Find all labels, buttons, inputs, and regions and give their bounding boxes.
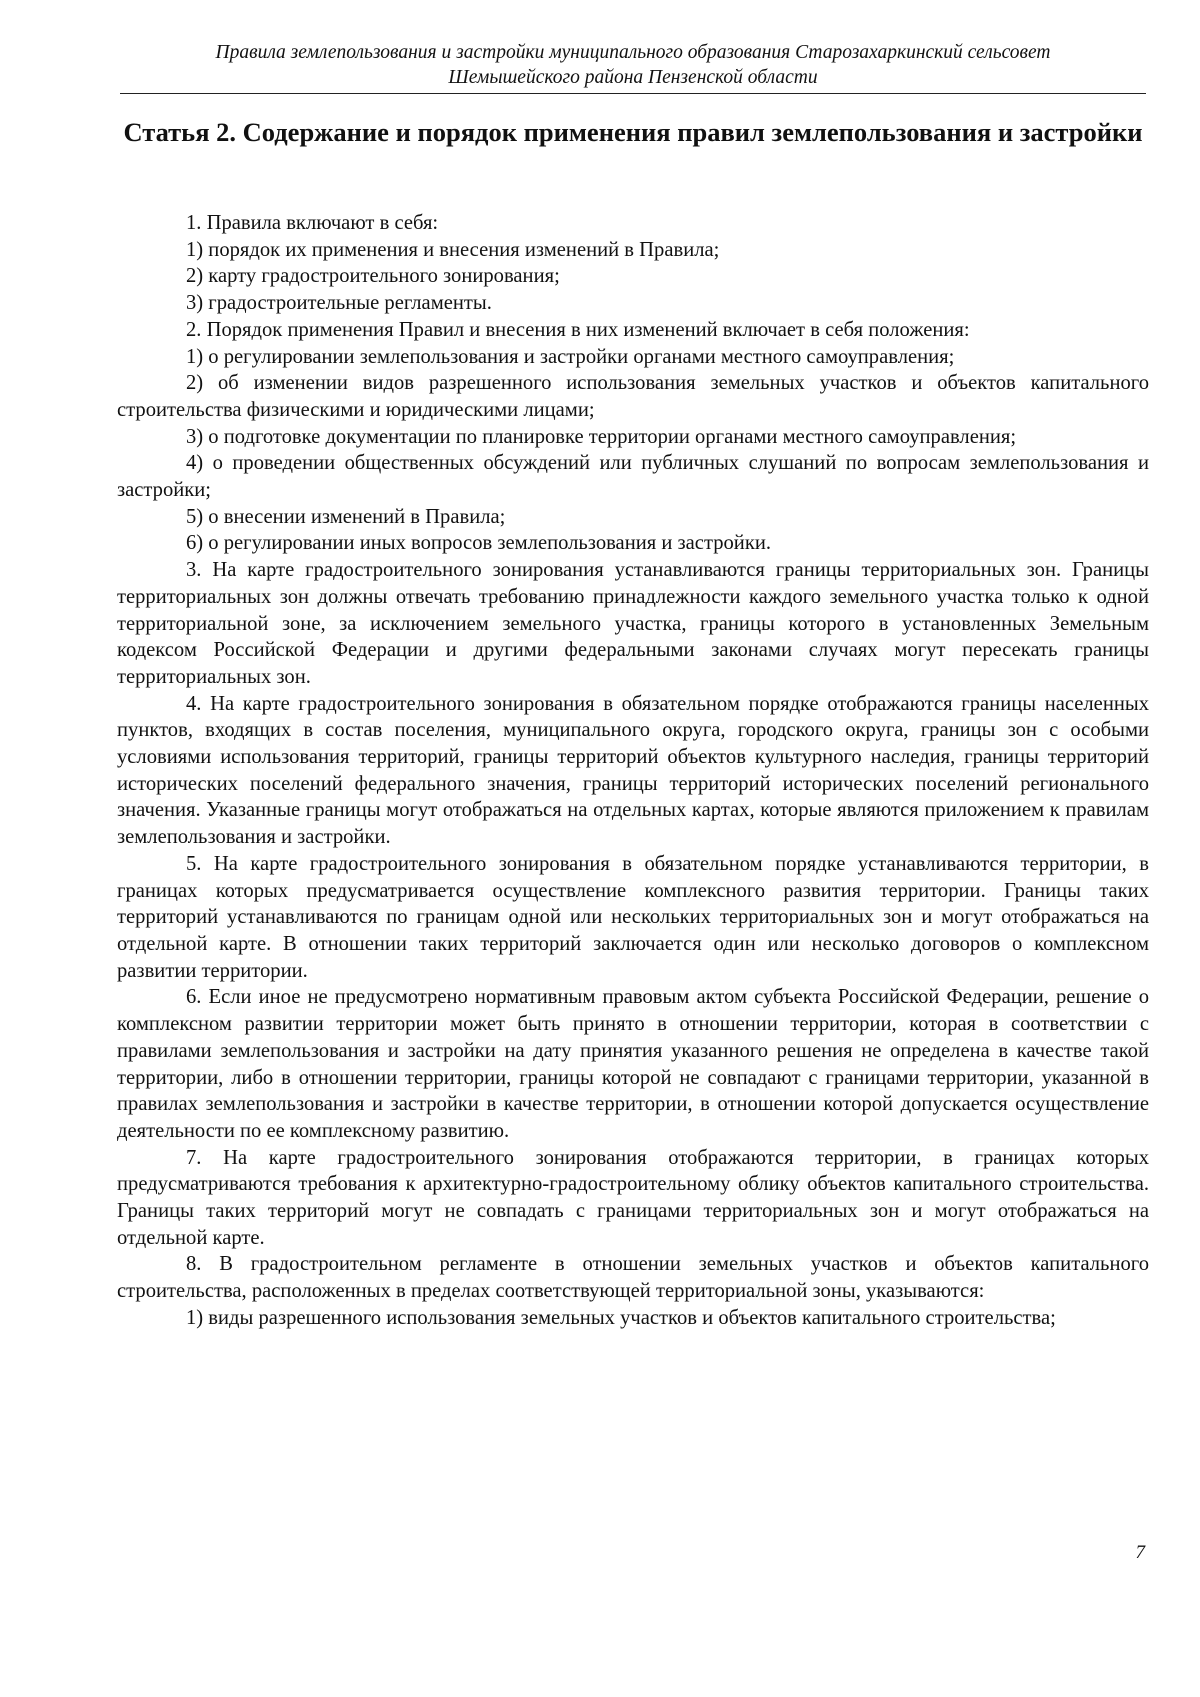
- running-header: [120, 40, 1146, 94]
- paragraph: 3. На карте градостроительного зонирования устанавливаются границы территориальных зон. Границы территориальных зон должны отвечать требованию принадлежности каждого земельного участка только к одной территориальной зоне, за исключением земельного участка, границы которого в установленных Земельным кодексом Российской Федерации и другими федеральными законами случаях могут пересекать границы территориальных зон.: [117, 559, 1149, 688]
- article-title: Статья 2. Содержание и порядок применения правил землепользования и застройки: [123, 117, 1143, 147]
- paragraph: 2) карту градостроительного зонирования;: [186, 265, 560, 288]
- paragraph: 6) о регулировании иных вопросов землепользования и застройки.: [186, 532, 771, 555]
- paragraph: 7. На карте градостроительного зонирования отображаются территории, в границах которых предусматриваются требования к архитектурно-градостроительному облику объектов капитального строительства. Границы таких территорий могут не совпадать с границами территориальных зон и могут отображаться на отдельной карте.: [117, 1146, 1149, 1249]
- paragraph: 5. На карте градостроительного зонирования в обязательном порядке устанавливаются территории, в границах которых предусматривается осуществление комплексного развития территории. Границы таких территорий устанавливаются по границам одной или нескольких территориальных зон и могут отображаться на отдельной карте. В отношении таких территорий заключается один или несколько договоров о комплексном развитии территории.: [117, 852, 1149, 982]
- paragraph: 2. Порядок применения Правил и внесения в них изменений включает в себя положения:: [186, 318, 970, 341]
- paragraph: 2) об изменении видов разрешенного использования земельных участков и объектов капитального строительства физическими и юридическими лицами;: [117, 372, 1149, 421]
- paragraph: 6. Если иное не предусмотрено нормативным правовым актом субъекта Российской Федерации, решение о комплексном развитии территории может быть принято в отношении территории, которая в соответствии с правилами землепользования и застройки на дату принятия указанного решения не определена в качестве такой территории, либо в отношении территории, границы которой не совпадают с границами территории, указанной в правилах землепользования и застройки в качестве территории, в отношении которой допускается осуществление деятельности по ее комплексному развитию.: [117, 986, 1149, 1142]
- paragraph: 3) градостроительные регламенты.: [186, 292, 492, 315]
- paragraph: 4) о проведении общественных обсуждений или публичных слушаний по вопросам землепользования и застройки;: [117, 452, 1149, 502]
- paragraph: 4. На карте градостроительного зонирования в обязательном порядке отображаются границы населенных пунктов, входящих в состав поселения, муниципального округа, городского округа, границы зон с особыми условиями использования территорий, границы территорий объектов культурного наследия, границы территорий исторических поселений федерального значения, границы территорий исторических поселений регионального значения. Указанные границы могут отображаться на отдельных картах, которые являются приложением к правилам землепользования и застройки.: [117, 692, 1149, 849]
- running-header-line-1: Правила землепользования и застройки муниципального образования Старозахаркинский сельсовет: [215, 42, 1051, 63]
- paragraph: 1. Правила включают в себя:: [186, 212, 439, 234]
- paragraph: 3) о подготовке документации по планировке территории органами местного самоуправления;: [186, 425, 1017, 448]
- paragraph: 1) виды разрешенного использования земельных участков и объектов капитального строительства;: [186, 1306, 1056, 1329]
- paragraph: 5) о внесении изменений в Правила;: [186, 505, 506, 528]
- article-body: [117, 210, 1149, 1332]
- paragraph: 8. В градостроительном регламенте в отношении земельных участков и объектов капитального строительства, расположенных в пределах соответствующей территориальной зоны, указываются:: [117, 1253, 1149, 1303]
- page-number: 7: [1135, 1542, 1145, 1563]
- paragraph: 1) о регулировании землепользования и застройки органами местного самоуправления;: [186, 345, 955, 368]
- running-header-line-2: Шемышейского района Пензенской области: [448, 67, 818, 88]
- paragraph: 1) порядок их применения и внесения изменений в Правила;: [186, 238, 720, 261]
